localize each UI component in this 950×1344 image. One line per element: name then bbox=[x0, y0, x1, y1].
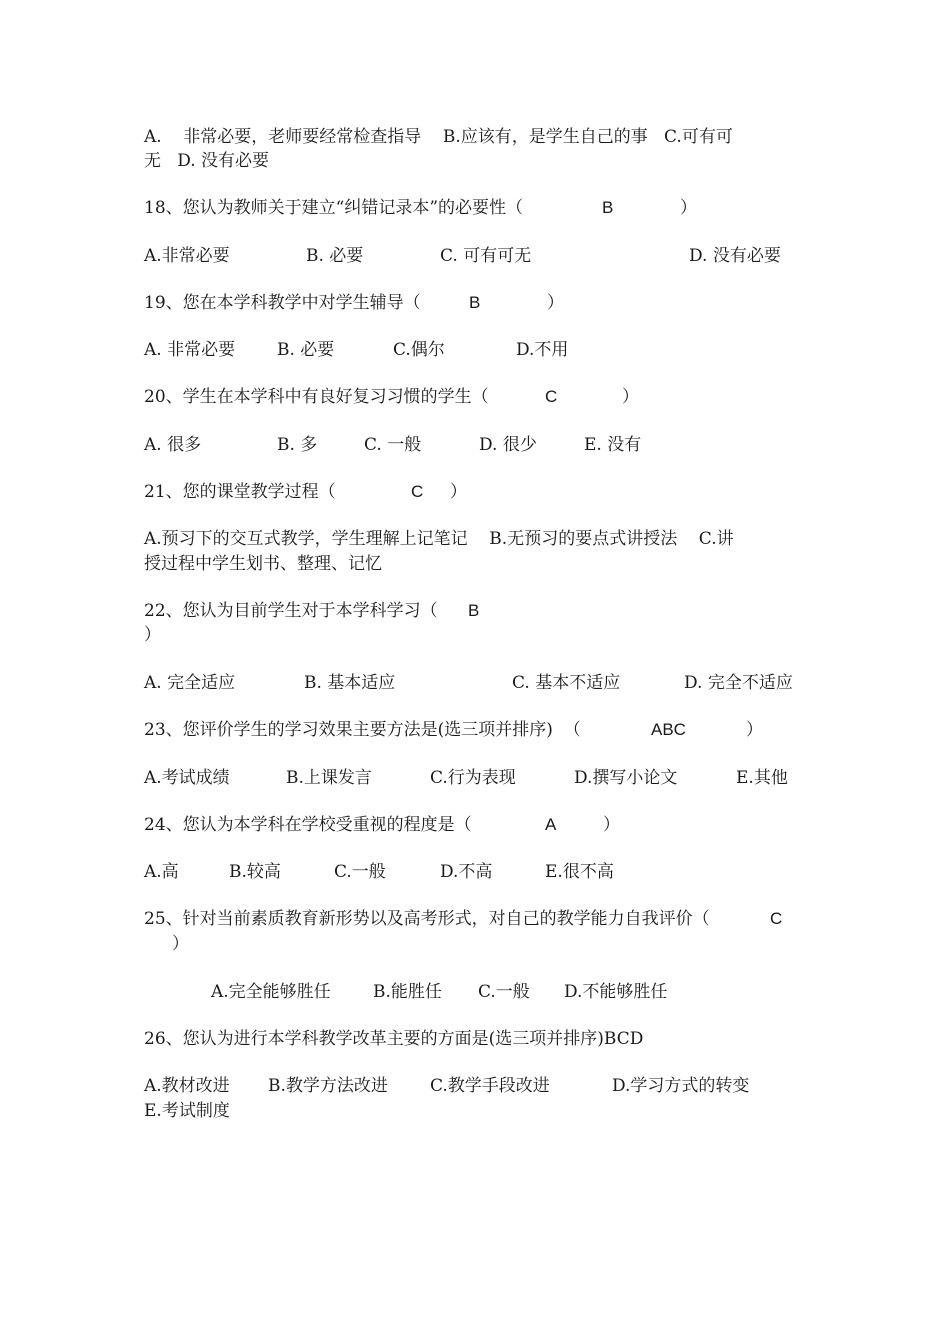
q18-option-d: D. 没有必要 bbox=[689, 246, 781, 266]
q22-answer: B bbox=[468, 601, 480, 620]
q26-question: 26、您认为进行本学科教学改革主要的方面是(选三项并排序)BCD bbox=[144, 1029, 644, 1049]
q22-close-paren: ） bbox=[144, 625, 161, 645]
q24-close-paren: ） bbox=[603, 815, 620, 835]
q19-option-a: A. 非常必要 bbox=[144, 340, 236, 360]
q23-option-a: A.考试成绩 bbox=[144, 768, 230, 788]
q23-option-b: B.上课发言 bbox=[286, 768, 372, 788]
q24-option-d: D.不高 bbox=[440, 862, 493, 882]
q17-options-line2: 无 D. 没有必要 bbox=[144, 151, 270, 171]
q19-option-b: B. 必要 bbox=[277, 340, 335, 360]
q23-question: 23、您评价学生的学习效果主要方法是(选三项并排序) （ bbox=[144, 720, 581, 740]
q21-options-line1: A.预习下的交互式教学，学生理解上记笔记 B.无预习的要点式讲授法 C.讲 bbox=[144, 529, 734, 549]
q20-option-e: E. 没有 bbox=[584, 435, 642, 455]
q17-options-line1: A. 非常必要，老师要经常检查指导 B.应该有，是学生自己的事 C.可有可 bbox=[144, 127, 733, 147]
q19-close-paren: ） bbox=[547, 293, 564, 313]
q20-close-paren: ） bbox=[622, 387, 639, 407]
q26-option-a: A.教材改进 bbox=[144, 1076, 230, 1096]
q18-option-a: A.非常必要 bbox=[144, 246, 230, 266]
q25-option-c: C.一般 bbox=[478, 982, 530, 1002]
q23-close-paren: ） bbox=[746, 720, 763, 740]
q24-option-e: E.很不高 bbox=[545, 862, 614, 882]
q21-close-paren: ） bbox=[450, 482, 467, 502]
q25-question: 25、针对当前素质教育新形势以及高考形式，对自己的教学能力自我评价（ bbox=[144, 909, 710, 929]
q18-option-c: C. 可有可无 bbox=[440, 246, 532, 266]
q22-option-a: A. 完全适应 bbox=[144, 673, 236, 693]
q20-answer: C bbox=[545, 387, 558, 406]
q22-question: 22、您认为目前学生对于本学科学习（ bbox=[144, 601, 438, 621]
q23-option-e: E.其他 bbox=[736, 768, 788, 788]
q26-option-d: D.学习方式的转变 bbox=[612, 1076, 750, 1096]
q23-answer: ABC bbox=[651, 720, 686, 739]
q20-option-a: A. 很多 bbox=[144, 435, 202, 455]
q20-option-c: C. 一般 bbox=[364, 435, 422, 455]
q25-option-b: B.能胜任 bbox=[373, 982, 442, 1002]
q20-question: 20、学生在本学科中有良好复习习惯的学生（ bbox=[144, 387, 489, 407]
q18-option-b: B. 必要 bbox=[306, 246, 364, 266]
q25-option-d: D.不能够胜任 bbox=[564, 982, 668, 1002]
q25-close-paren: ） bbox=[172, 934, 189, 954]
q18-question: 18、您认为教师关于建立“纠错记录本”的必要性（ bbox=[144, 198, 524, 218]
q20-option-b: B. 多 bbox=[277, 435, 318, 455]
q19-answer: B bbox=[469, 293, 481, 312]
q26-option-b: B.教学方法改进 bbox=[268, 1076, 388, 1096]
q18-close-paren: ） bbox=[680, 198, 697, 218]
q24-answer: A bbox=[545, 815, 557, 834]
q22-option-c: C. 基本不适应 bbox=[512, 673, 621, 693]
q22-option-d: D. 完全不适应 bbox=[684, 673, 793, 693]
q21-question: 21、您的课堂教学过程（ bbox=[144, 482, 336, 502]
q21-answer: C bbox=[411, 482, 424, 501]
q24-option-b: B.较高 bbox=[229, 862, 281, 882]
q19-question: 19、您在本学科教学中对学生辅导（ bbox=[144, 293, 421, 313]
q19-option-c: C.偶尔 bbox=[393, 340, 445, 360]
q19-option-d: D.不用 bbox=[516, 340, 569, 360]
q25-answer: C bbox=[770, 909, 783, 928]
q24-question: 24、您认为本学科在学校受重视的程度是（ bbox=[144, 815, 472, 835]
q24-option-c: C.一般 bbox=[334, 862, 386, 882]
q20-option-d: D. 很少 bbox=[479, 435, 537, 455]
q25-option-a: A.完全能够胜任 bbox=[211, 982, 331, 1002]
q22-option-b: B. 基本适应 bbox=[304, 673, 396, 693]
q18-answer: B bbox=[602, 198, 614, 217]
q24-option-a: A.高 bbox=[144, 862, 179, 882]
q26-option-e: E.考试制度 bbox=[144, 1101, 230, 1121]
q26-option-c: C.教学手段改进 bbox=[430, 1076, 550, 1096]
q21-options-line2: 授过程中学生划书、整理、记忆 bbox=[144, 554, 382, 574]
q23-option-d: D.撰写小论文 bbox=[574, 768, 678, 788]
q23-option-c: C.行为表现 bbox=[430, 768, 516, 788]
